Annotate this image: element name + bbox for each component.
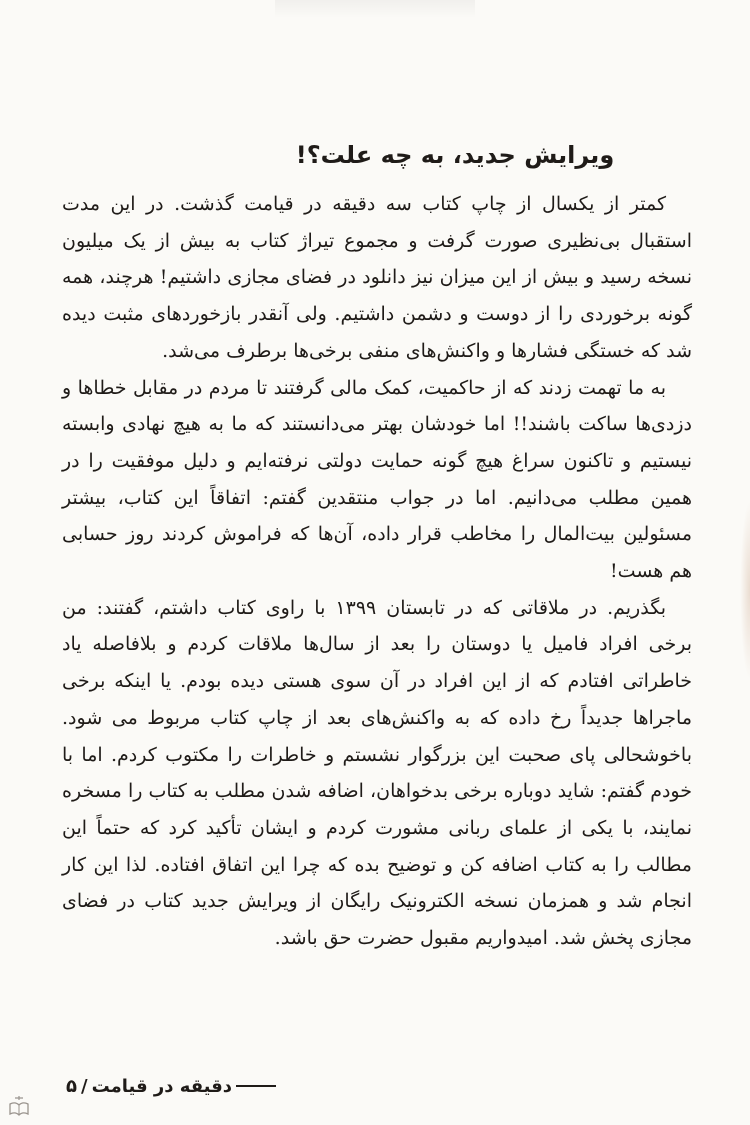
paragraph-2: به ما تهمت زدند که از حاکمیت، کمک مالی گرفتند تا مردم در مقابل خطاها و دزدی‌ها ساکت باشند!! اما خودشان بهتر می‌دانستند که ما به هیچ نهادی وابسته نیستیم و تاکنون سراغ هیچ گونه حمایت دولتی نرفته‌ایم و دلیل موفقیت را در همین مطلب می‌دانیم. اما در جواب منتقدین گفتم: اتفاقاً این کتاب، بیشتر مسئولین بیت‌المال را مخاطب قرار داده، آن‌ها که فراموش کردند روز حسابی هم هست! <box>62 376 692 583</box>
page-title: ویرایش جدید، به چه علت؟! <box>295 141 615 169</box>
footer-rule <box>236 1085 276 1087</box>
page-number: ۵ <box>66 1075 77 1097</box>
page-footer <box>66 1072 278 1100</box>
footer-separator: / <box>81 1075 88 1097</box>
page-edge-shadow <box>740 500 750 680</box>
paragraph-1: کمتر از یکسال از چاپ کتاب سه دقیقه در قیامت گذشت. در این مدت استقبال بی‌نظیری صورت گرفت و مجموع تیراژ کتاب به بیش از یک میلیون نسخه رسید و بیش از این میزان نیز دانلود در فضای مجازی داشتیم! هرچند، همه گونه برخوردی را از دوست و دشمن داشتیم. ولی آنقدر بازخوردهای مثبت دیده شد که خستگی فشارها و واکنش‌های منفی برخی‌ها برطرف می‌شد. <box>62 193 692 362</box>
library-logo-icon <box>6 1094 32 1120</box>
print-bleed <box>275 0 475 18</box>
footer-book-title: دقیقه در قیامت <box>91 1075 233 1097</box>
body-text <box>62 186 692 957</box>
paragraph-3: بگذریم. در ملاقاتی که در تابستان ۱۳۹۹ با راوی کتاب داشتم، گفتند: من برخی افراد فامیل یا دوستان را بعد از سال‌ها ملاقات کردم و بلافاصله یاد خاطراتی افتادم که از این افراد در آن سوی هستی دیده بودم. یا اینکه برخی ماجراها جدیداً رخ داده که به واکنش‌های بعد از چاپ کتاب مربوط می شود. باخوشحالی پای صحبت این بزرگوار نشستم و خاطرات را مکتوب کردم. اما با خودم گفتم: شاید دوباره برخی بدخواهان، اضافه شدن مطلب به کتاب را مسخره نمایند، با یکی از علمای ربانی مشورت کردم و ایشان تأکید کرد که حتماً این مطالب را به کتاب اضافه کن و توضیح بده که چرا این اتفاق افتاده. لذا این کار انجام شد و همزمان نسخه الکترونیک رایگان از ویرایش جدید کتاب در فضای مجازی پخش شد. امیدواریم مقبول حضرت حق باشد. <box>62 596 692 950</box>
